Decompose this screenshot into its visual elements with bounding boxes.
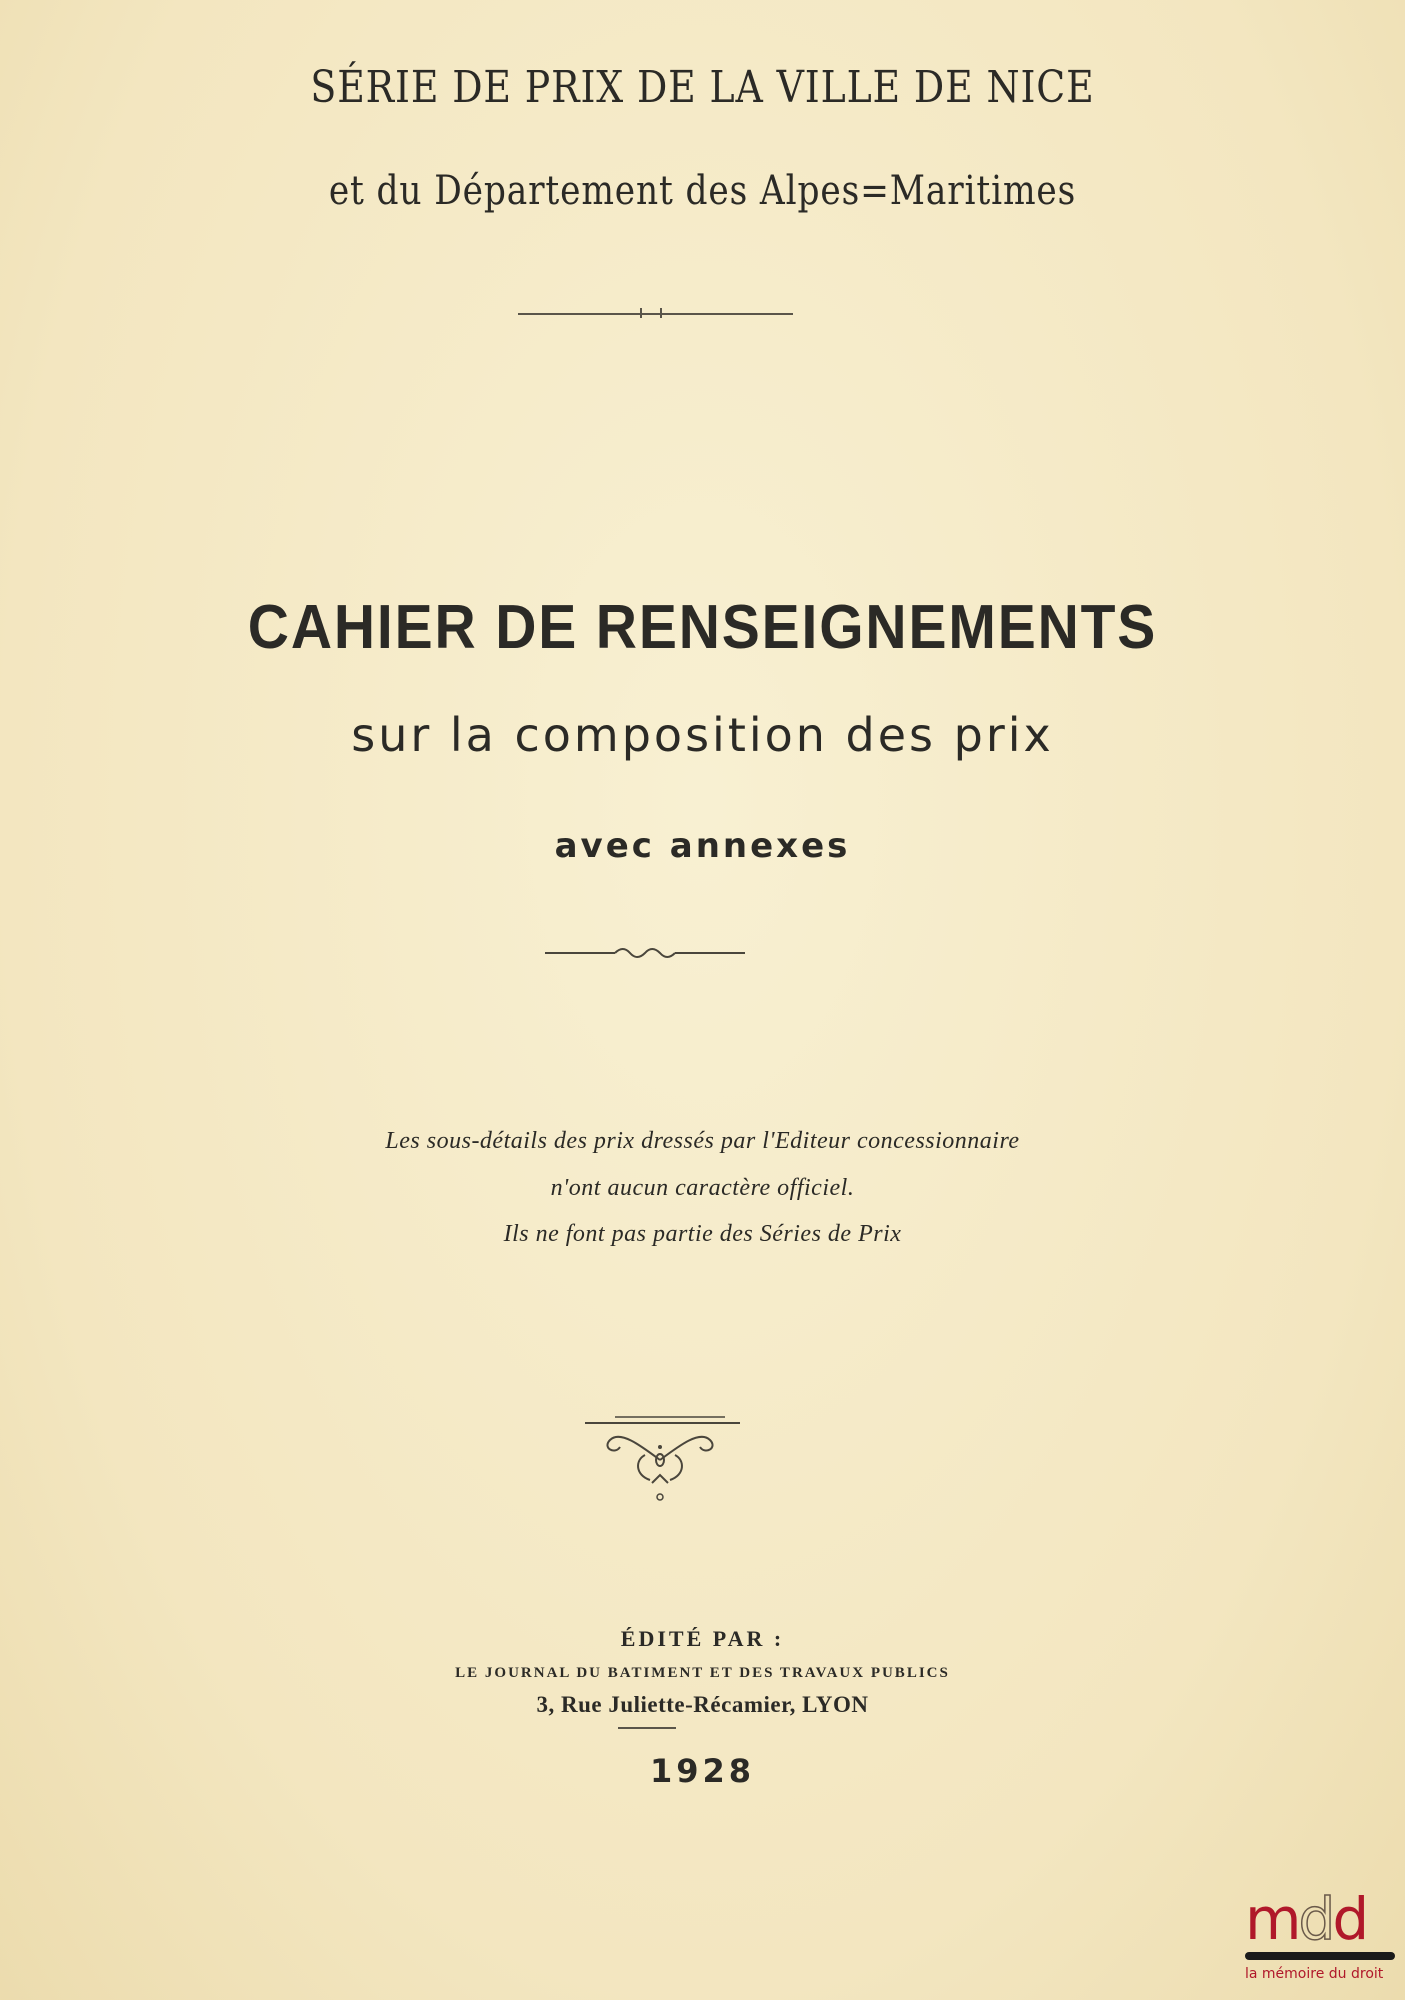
main-title: CAHIER DE RENSEIGNEMENTS — [247, 593, 1158, 662]
wave-rule-icon — [545, 945, 745, 961]
notice-line-2: n'ont aucun caractère officiel. — [550, 1175, 855, 1201]
logo-mark: mdd — [1245, 1885, 1367, 1953]
publisher-address: 3, Rue Juliette-Récamier, LYON — [536, 1692, 869, 1717]
department-subtitle: et du Département des Alpes=Maritimes — [328, 168, 1077, 214]
series-title: SÉRIE DE PRIX DE LA VILLE DE NICE — [310, 62, 1095, 113]
publisher-name: LE JOURNAL DU BATIMENT ET DES TRAVAUX PUBLICS — [455, 1665, 950, 1681]
logo-bar — [1245, 1952, 1395, 1960]
notice-line-3: Ils ne font pas partie des Séries de Prix — [503, 1221, 902, 1247]
divider — [618, 1727, 676, 1729]
publication-year: 1928 — [649, 1752, 756, 1790]
watermark-logo — [1245, 1885, 1405, 1982]
scroll-ornament-icon — [580, 1405, 740, 1505]
logo-tagline: la mémoire du droit — [1245, 1966, 1384, 1982]
edited-by-label: ÉDITÉ PAR : — [620, 1626, 785, 1651]
title-subtitle: sur la composition des prix — [351, 708, 1054, 762]
title-annex: avec annexes — [554, 826, 851, 866]
notice-line-1: Les sous-détails des prix dressés par l'Editeur concessionnaire — [385, 1128, 1020, 1154]
